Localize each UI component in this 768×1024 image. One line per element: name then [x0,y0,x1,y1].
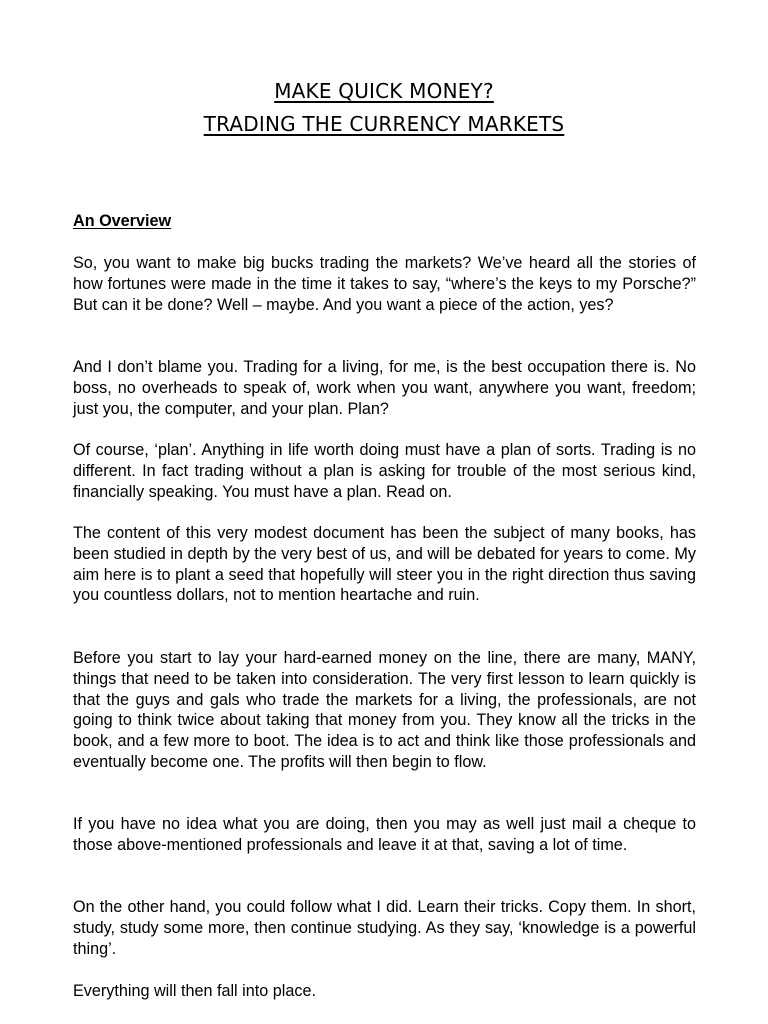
paragraph-8: Everything will then fall into place. [73,982,316,1000]
paragraph-2: And I don’t blame you. Trading for a living, for me, is the best occupation there is. No boss, no overheads to speak of, work when you want, anywhere you want, freedom; just you, the computer, and your plan. Plan? [73,358,696,418]
paragraph-6: If you have no idea what you are doing, then you may as well just mail a cheque to those above-mentioned professionals and leave it at that, saving a lot of time. [73,815,696,854]
document-title-line-2: TRADING THE CURRENCY MARKETS [203,112,565,136]
paragraph-3: Of course, ‘plan’. Anything in life worth doing must have a plan of sorts. Trading is no different. In fact trading without a plan is asking for trouble of the most serious kind, financially speaking. You must have a plan. Read on. [73,441,696,501]
paragraph-1: So, you want to make big bucks trading the markets? We’ve heard all the stories of how fortunes were made in the time it takes to say, “where’s the keys to my Porsche?” But can it be done? Well – maybe. And you want a piece of the action, yes? [73,254,696,314]
paragraph-5: Before you start to lay your hard-earned money on the line, there are many, MANY, things that need to be taken into consideration. The very first lesson to learn quickly is that the guys and gals who trade the markets for a living, the professionals, are not going to think twice about taking that money from you. They know all the tricks in the book, and a few more to boot. The idea is to act and think like those professionals and eventually become one. The profits will then begin to flow. [73,649,696,771]
document-title-line-1: MAKE QUICK MONEY? [274,79,494,103]
paragraph-4: The content of this very modest document has been the subject of many books, has been studied in depth by the very best of us, and will be debated for years to come. My aim here is to plant a seed that hopefully will steer you in the right direction thus saving you countless dollars, not to mention heartache and ruin. [73,524,696,605]
section-heading-overview: An Overview [73,212,172,230]
paragraph-7: On the other hand, you could follow what I did. Learn their tricks. Copy them. In short, study, study some more, then continue studying. As they say, ‘knowledge is a powerful thing’. [73,898,696,958]
